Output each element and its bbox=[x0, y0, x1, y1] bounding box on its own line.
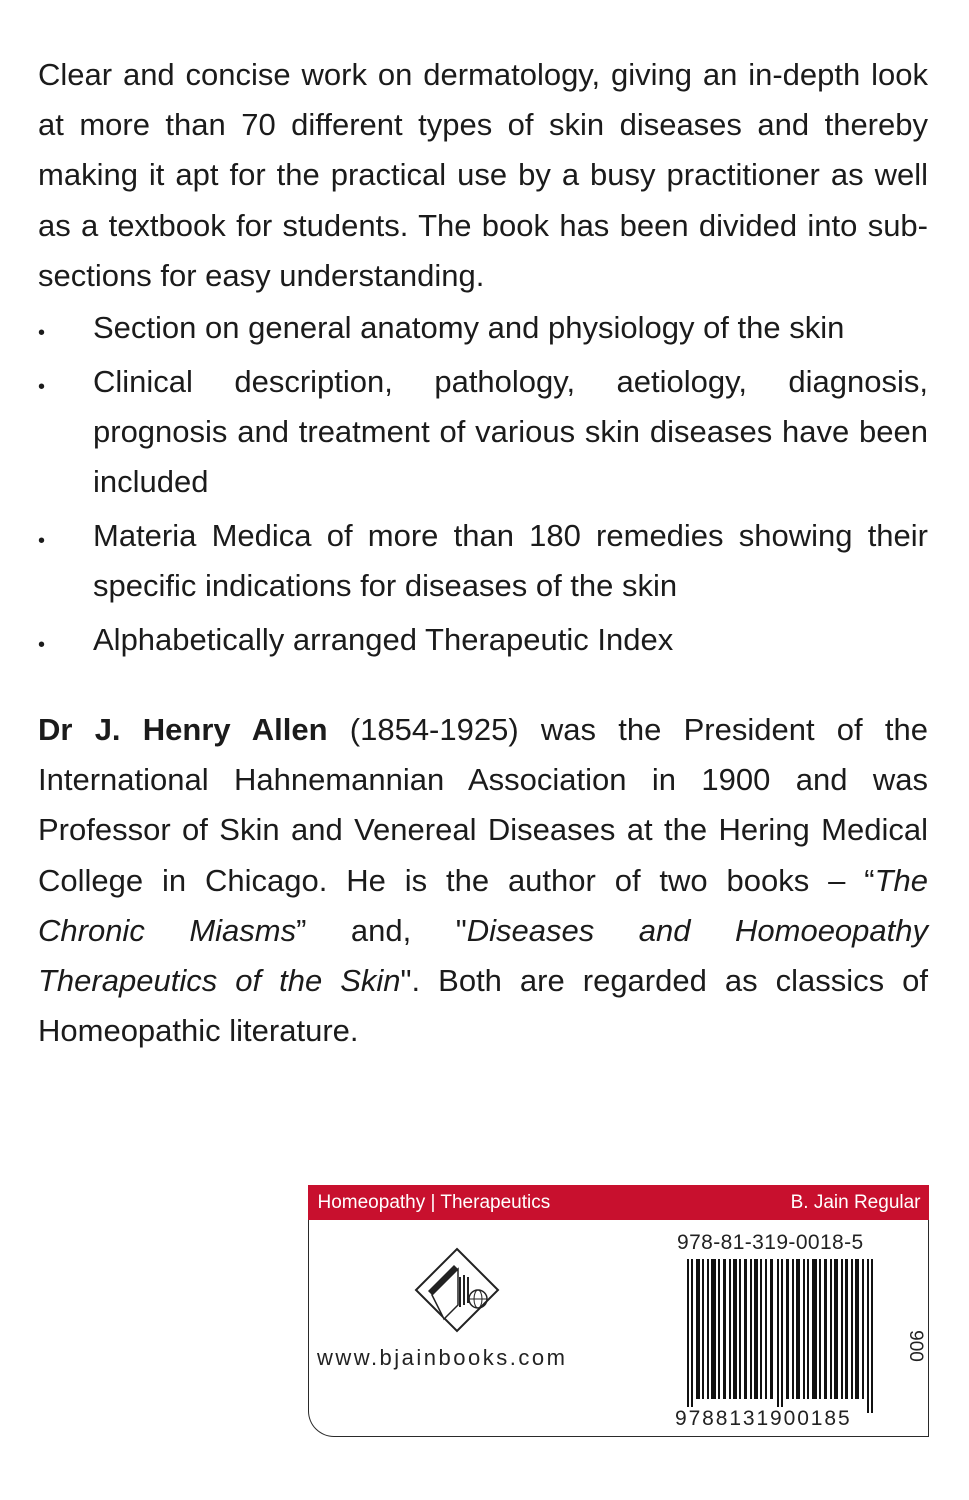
back-cover-text bbox=[38, 50, 928, 1056]
category-bar bbox=[308, 1185, 929, 1220]
bullet-icon: • bbox=[38, 634, 46, 657]
intro-paragraph: Clear and concise work on dermatology, giving an in-depth look at more than 70 different types of skin diseases and thereby making it apt for the practical use by a busy practitioner as well as a textbook for students. The book has been divided into sub-sections for easy understanding. bbox=[38, 57, 928, 293]
price-addon-code: 900 bbox=[904, 1330, 926, 1362]
publisher-website: www.bjainbooks.com bbox=[317, 1345, 568, 1370]
list-item: • Clinical description, pathology, aetiology, diagnosis, prognosis and treatment of various skin diseases have been included bbox=[38, 357, 928, 507]
list-item: • Materia Medica of more than 180 remedies showing their specific indications for diseases of the skin bbox=[38, 511, 928, 611]
publisher-logo-icon bbox=[414, 1247, 500, 1333]
bullet-icon: • bbox=[38, 376, 46, 399]
barcode-digits: 9788131900185 bbox=[675, 1407, 852, 1430]
list-item: • Section on general anatomy and physiology of the skin bbox=[38, 303, 928, 353]
list-item: • Alphabetically arranged Therapeutic Index bbox=[38, 615, 928, 665]
author-name: Dr J. Henry Allen bbox=[38, 712, 328, 748]
category-label: Homeopathy | Therapeutics bbox=[317, 1191, 551, 1213]
barcode-icon bbox=[687, 1259, 883, 1413]
bullet-icon: • bbox=[38, 322, 46, 345]
publisher-panel bbox=[308, 1185, 929, 1437]
edition-label: B. Jain Regular bbox=[790, 1191, 921, 1213]
bullet-icon: • bbox=[38, 530, 46, 553]
isbn-number: 978-81-319-0018-5 bbox=[677, 1231, 864, 1254]
author-paragraph: Dr J. Henry Allen (1854-1925) was the President of the International Hahnemannian Association in 1900 and was Professor of Skin and Venereal Diseases at the Hering Medical College in Chicago. He is the author of two books – “The Chronic Miasms” and, "Diseases and Homoeopathy Therapeutics of the Skin". Both are regarded as classics of Homeopathic literature. bbox=[38, 712, 929, 1049]
feature-list bbox=[38, 303, 928, 665]
book-title-skin-diseases: Diseases and Homoeopathy Therapeutics of the Skin bbox=[38, 912, 929, 999]
book-title-chronic-miasms: The Chronic Miasms bbox=[38, 862, 928, 948]
